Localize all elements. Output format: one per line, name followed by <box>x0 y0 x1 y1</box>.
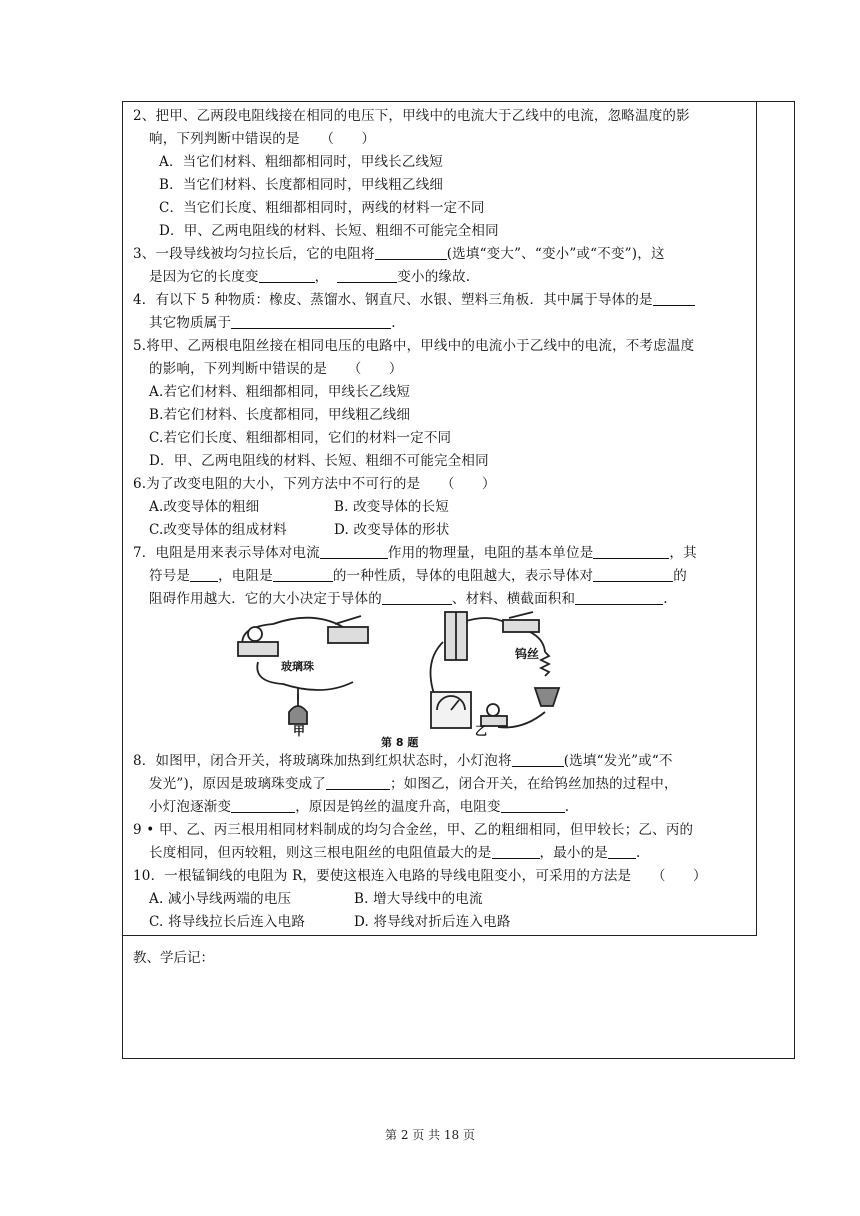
q5-option-c: C.若它们长度、粗细都相同，它们的材料一定不同 <box>149 430 452 446</box>
q6-line1: 6.为了改变电阻的大小，下列方法中不可行的是 （ ） <box>133 476 496 492</box>
q3-blank-2[interactable] <box>259 268 315 283</box>
q4-line1 <box>133 289 695 311</box>
q8-line2 <box>149 773 678 795</box>
tungsten-coil-icon <box>541 652 549 676</box>
q3-blank-3[interactable] <box>337 268 397 283</box>
notes-label: 教、学后记： <box>133 950 214 966</box>
q7-blank-1[interactable] <box>320 544 388 559</box>
q10-option-a: A. 减小导线两端的电压 <box>149 891 292 907</box>
q8-blank-1[interactable] <box>512 752 564 767</box>
q9-text-a: 长度相同，但丙较粗，则这三根电阻丝的电阻值最大的是 <box>149 845 492 861</box>
q8-blank-2[interactable] <box>326 775 390 790</box>
q9-blank-1[interactable] <box>492 844 540 859</box>
q9-line2 <box>149 842 641 864</box>
q8-line1 <box>133 750 673 772</box>
q7-text-b: 作用的物理量，电阻的基本单位是 <box>387 545 594 561</box>
label-glass-bead: 玻璃珠 <box>281 660 314 673</box>
q8-text-a: 8．如图甲，闭合开关，将玻璃珠加热到红炽状态时，小灯泡将 <box>133 753 512 769</box>
notes-cell <box>123 936 794 1058</box>
q8-text-f: ，原因是钨丝的温度升高，电阻变 <box>295 799 501 815</box>
q9-blank-2[interactable] <box>608 844 636 859</box>
q9-text-c: . <box>636 845 641 861</box>
q2-line2: 响，下列判断中错误的是 （ ） <box>149 131 376 147</box>
side-cell <box>757 102 794 936</box>
q3-text-e: 变小的缘故. <box>397 269 471 285</box>
q3-line2 <box>149 266 470 288</box>
q7-text-g: 的 <box>673 568 687 584</box>
circuit-figure <box>223 602 643 737</box>
q7-line2 <box>149 565 687 587</box>
circuit-yi <box>431 612 560 728</box>
q10-line1: 10．一根锰铜线的电阻为 R，要使这根连入电路的导线电阻变小，可采用的方法是 （ ） <box>133 868 707 884</box>
q7-text-d: 符号是 <box>149 568 191 584</box>
q7-blank-2[interactable] <box>593 544 669 559</box>
q3-text-c: 是因为它的长度变 <box>149 269 259 285</box>
q4-line2 <box>149 312 396 334</box>
q7-line1 <box>133 542 697 564</box>
q6-option-b: B. 改变导体的长短 <box>334 499 450 515</box>
label-yi: 乙 <box>475 724 488 737</box>
q8-line3 <box>149 796 569 818</box>
worksheet-table <box>122 101 795 1059</box>
q2-option-b: B．当它们材料、长度都相同时，甲线粗乙线细 <box>159 177 444 193</box>
q4-text-a: 4．有以下 5 种物质：橡皮、蒸馏水、钢直尺、水银、塑料三角板．其中属于导体的是 <box>133 292 653 308</box>
q7-text-a: 7．电阻是用来表示导体对电流 <box>133 545 320 561</box>
q7-text-h: 阻碍作用越大．它的大小决定于导体的 <box>149 591 382 607</box>
q9-text-b: ，最小的是 <box>539 845 608 861</box>
q3-text-a: 3、一段导线被均匀拉长后，它的电阻将 <box>133 246 375 262</box>
q5-option-a: A.若它们材料、粗细都相同，甲线长乙线短 <box>149 384 411 400</box>
q8-text-e: 小灯泡逐渐变 <box>149 799 232 815</box>
q8-text-d: ；如图乙，闭合开关，在给钨丝加热的过程中， <box>389 776 678 792</box>
label-jia: 甲 <box>293 724 306 737</box>
q4-text-c: . <box>391 315 396 331</box>
q8-blank-3[interactable] <box>231 798 295 813</box>
label-tungsten: 钨丝 <box>515 647 540 661</box>
q3-text-d: ， <box>314 269 329 285</box>
q10-option-b: B. 增大导线中的电流 <box>354 891 483 907</box>
q2-line1: 2、把甲、乙两段电阻线接在相同的电压下，甲线中的电流大于乙线中的电流，忽略温度的影 <box>133 108 690 124</box>
q7-blank-4[interactable] <box>273 567 333 582</box>
figure-caption: 第 8 题 <box>381 736 419 749</box>
q6-options-row1 <box>149 496 449 518</box>
q6-options-row2 <box>149 519 449 541</box>
bulb-icon <box>248 627 262 641</box>
q5-line2: 的影响，下列判断中错误的是 （ ） <box>149 361 403 377</box>
q7-text-f: 的一种性质，导体的电阻越大，表示导体对 <box>332 568 594 584</box>
q8-text-b: (选填“发光”或“不 <box>563 753 673 769</box>
q7-text-e: ，电阻是 <box>218 568 273 584</box>
q7-blank-3[interactable] <box>190 567 218 582</box>
q6-option-a: A.改变导体的粗细 <box>149 499 260 515</box>
q8-text-g: . <box>564 799 570 815</box>
q3-line1 <box>133 243 665 265</box>
q8-blank-4[interactable] <box>501 798 565 813</box>
q4-blank-1[interactable] <box>653 291 695 306</box>
q10-options-row2 <box>149 911 511 933</box>
q8-text-c: 发光”)，原因是玻璃珠变成了 <box>149 776 326 792</box>
alcohol-lamp-icon <box>289 706 307 724</box>
q7-text-c: ，其 <box>669 545 697 561</box>
q2-option-c: C．当它们长度、粗细都相同时，两线的材料一定不同 <box>159 200 485 216</box>
q2-option-a: A．当它们材料、粗细都相同时，甲线长乙线短 <box>159 154 443 170</box>
q10-options-row1 <box>149 888 483 910</box>
q7-blank-5[interactable] <box>593 567 673 582</box>
page-footer: 第 2 页 共 18 页 <box>385 1128 475 1142</box>
q3-blank-1[interactable] <box>375 245 447 260</box>
q10-option-c: C. 将导线拉长后连入电路 <box>149 914 306 930</box>
q7-text-j: . <box>663 591 668 607</box>
q2-option-d: D．甲、乙两电阻线的材料、长短、粗细不可能完全相同 <box>159 223 499 239</box>
questions-cell <box>123 102 757 936</box>
q5-option-b: B.若它们材料、长度都相同，甲线粗乙线细 <box>149 407 411 423</box>
q5-line1: 5.将甲、乙两根电阻丝接在相同电压的电路中，甲线中的电流小于乙线中的电流，不考虑温度 <box>133 338 695 354</box>
q4-blank-2[interactable] <box>231 314 391 329</box>
q6-option-c: C.改变导体的组成材料 <box>149 522 287 538</box>
q3-text-b: (选填“变大”、“变小”或“不变”)，这 <box>446 246 665 262</box>
q10-option-d: D. 将导线对折后连入电路 <box>354 914 511 930</box>
q9-line1: 9 • 甲、乙、丙三根用相同材料制成的均匀合金丝，甲、乙的粗细相同，但甲较长；乙、丙的 <box>133 822 694 838</box>
q4-text-b: 其它物质属于 <box>149 315 232 331</box>
q5-option-d: D．甲、乙两电阻线的材料、长短、粗细不可能完全相同 <box>149 453 489 469</box>
q6-option-d: D. 改变导体的形状 <box>334 522 450 538</box>
bulb-icon <box>487 704 499 716</box>
q7-text-i: 、材料、横截面积和 <box>451 591 576 607</box>
